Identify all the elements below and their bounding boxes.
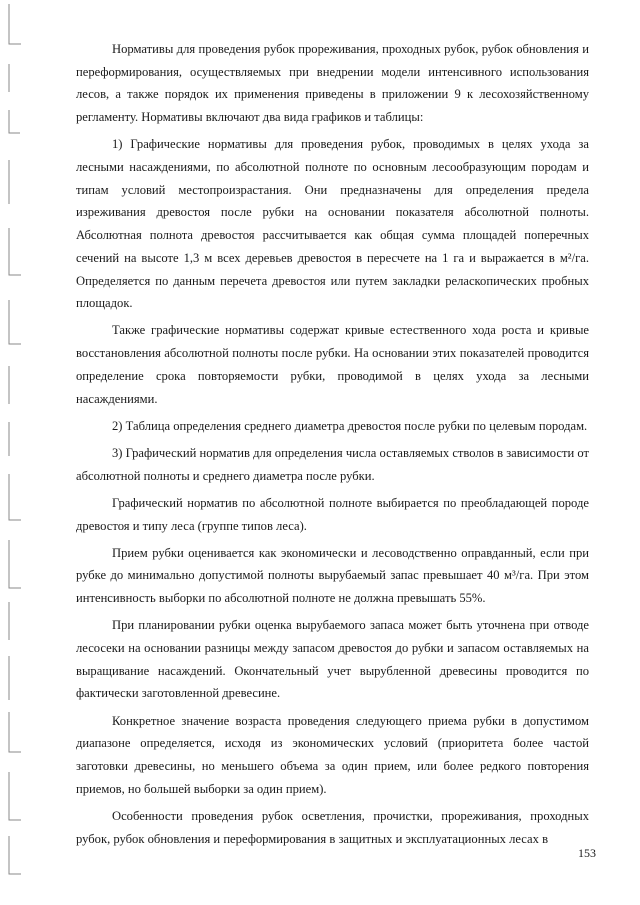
paragraph: 3) Графический норматив для определения числа оставляемых стволов в зависимости от абсолютной полноты и среднего диаметра после рубки. <box>76 445 589 483</box>
page-number: 153 <box>578 846 596 860</box>
binding-margin-marks <box>0 0 30 905</box>
body-text <box>76 38 589 850</box>
paragraph: Нормативы для проведения рубок прореживания, проходных рубок, рубок обновления и переформирования, осуществляемых при внедрении модели интенсивного использования лесов, а также порядок их применения приведены в приложении 9 к лесохозяйственному регламенту. Нормативы включают два вида графиков и таблицы: <box>76 42 589 125</box>
paragraph: При планировании рубки оценка вырубаемого запаса может быть уточнена при отводе лесосеки на основании разницы между запасом древостоя до рубки и запасом оставляемых на выращивание насаждений. Окончательный учет вырубленной древесины проводится по фактически заготовленной древесине. <box>76 618 589 701</box>
paragraph: Конкретное значение возраста проведения следующего приема рубки в допустимом диапазоне определяется, исходя из экономических условий (приоритета более частой заготовки древесины, но меньшего объема за один прием, или более редкого повторения приемов, но большей выборки за один прием). <box>76 713 589 796</box>
paragraph: Особенности проведения рубок осветления, прочистки, прореживания, проходных рубок, рубок обновления и переформирования в защитных и эксплуатационных лесах в <box>76 809 589 846</box>
paragraph: 2) Таблица определения среднего диаметра древостоя после рубки по целевым породам. <box>112 418 588 433</box>
paragraph: Прием рубки оценивается как экономически и лесоводственно оправданный, если при рубке до минимально допустимой полноты вырубаемый запас превышает 40 м³/га. При этом интенсивность выборки по абсолютной полноте не должна превышать 55%. <box>76 545 589 606</box>
paragraph: Графический норматив по абсолютной полноте выбирается по преобладающей породе древостоя и типу леса (группе типов леса). <box>76 495 589 533</box>
paragraph: Также графические нормативы содержат кривые естественного хода роста и кривые восстановления абсолютной полноты после рубки. На основании этих показателей проводится определение срока повторяемости рубки, проводимой в целях ухода за лесными насаждениями. <box>76 323 589 406</box>
paragraph: 1) Графические нормативы для проведения рубок, проводимых в целях ухода за лесными насаждениями, по абсолютной полноте по основным лесообразующим породам и типам условий местопроизрастания. Они предназначены для определения предела изреживания древостоя после рубки на основании показателя абсолютной полноты. Абсолютная полнота древостоя рассчитывается как общая сумма площадей поперечных сечений на высоте 1,3 м всех деревьев древостоя в пересчете на 1 га и выражается в м²/га. Определяется по данным перечета древостоя или путем закладки реласкопических пробных площадок. <box>76 137 589 311</box>
